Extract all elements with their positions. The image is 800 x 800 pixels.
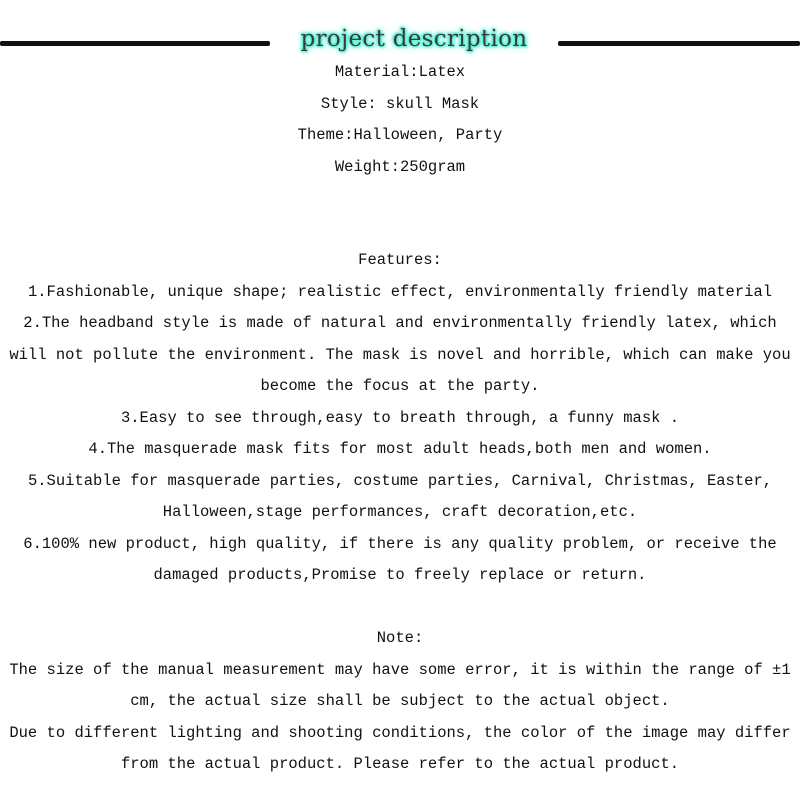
feature-line: 3.Easy to see through,easy to breath through, a funny mask . (120, 408, 680, 427)
feature-line: 5.Suitable for masquerade parties, costume parties, Carnival, Christmas, Easter, (27, 471, 773, 490)
note-line: The size of the manual measurement may have some error, it is within the range of ±1 (9, 660, 791, 679)
feature-line: Halloween,stage performances, craft decoration,etc. (162, 503, 638, 521)
feature-line: become the focus at the party. (260, 377, 540, 395)
note-line: from the actual product. Please refer to the actual product. (120, 755, 680, 773)
spec-material: Material:Latex (334, 63, 466, 81)
features-section (0, 245, 800, 592)
title-wrap (272, 20, 556, 58)
feature-line: 4.The masquerade mask fits for most adult heads,both men and women. (88, 440, 712, 458)
note-line: Due to different lighting and shooting conditions, the color of the image may differ (9, 723, 791, 742)
feature-line: damaged products,Promise to freely replace or return. (153, 566, 647, 584)
note-section (0, 623, 800, 781)
features-heading: Features: (358, 251, 442, 269)
feature-line: 2.The headband style is made of natural and environmentally friendly latex, which (23, 314, 777, 332)
feature-line: 1.Fashionable, unique shape; realistic effect, environmentally friendly material (27, 282, 773, 301)
spec-list (0, 57, 800, 183)
feature-line: 6.100% new product, high quality, if there is any quality problem, or receive the (23, 534, 777, 553)
feature-line: will not pollute the environment. The mask is novel and horrible, which can make you (9, 345, 791, 364)
section-title: project description (300, 26, 528, 52)
spec-weight: Weight:250gram (334, 157, 466, 176)
note-heading: Note: (376, 629, 424, 647)
spec-theme: Theme:Halloween, Party (297, 126, 503, 144)
note-line: cm, the actual size shall be subject to the actual object. (130, 692, 670, 710)
spec-style: Style: skull Mask (320, 94, 480, 113)
header-rule-left (0, 41, 270, 46)
header-rule-right (558, 41, 800, 46)
